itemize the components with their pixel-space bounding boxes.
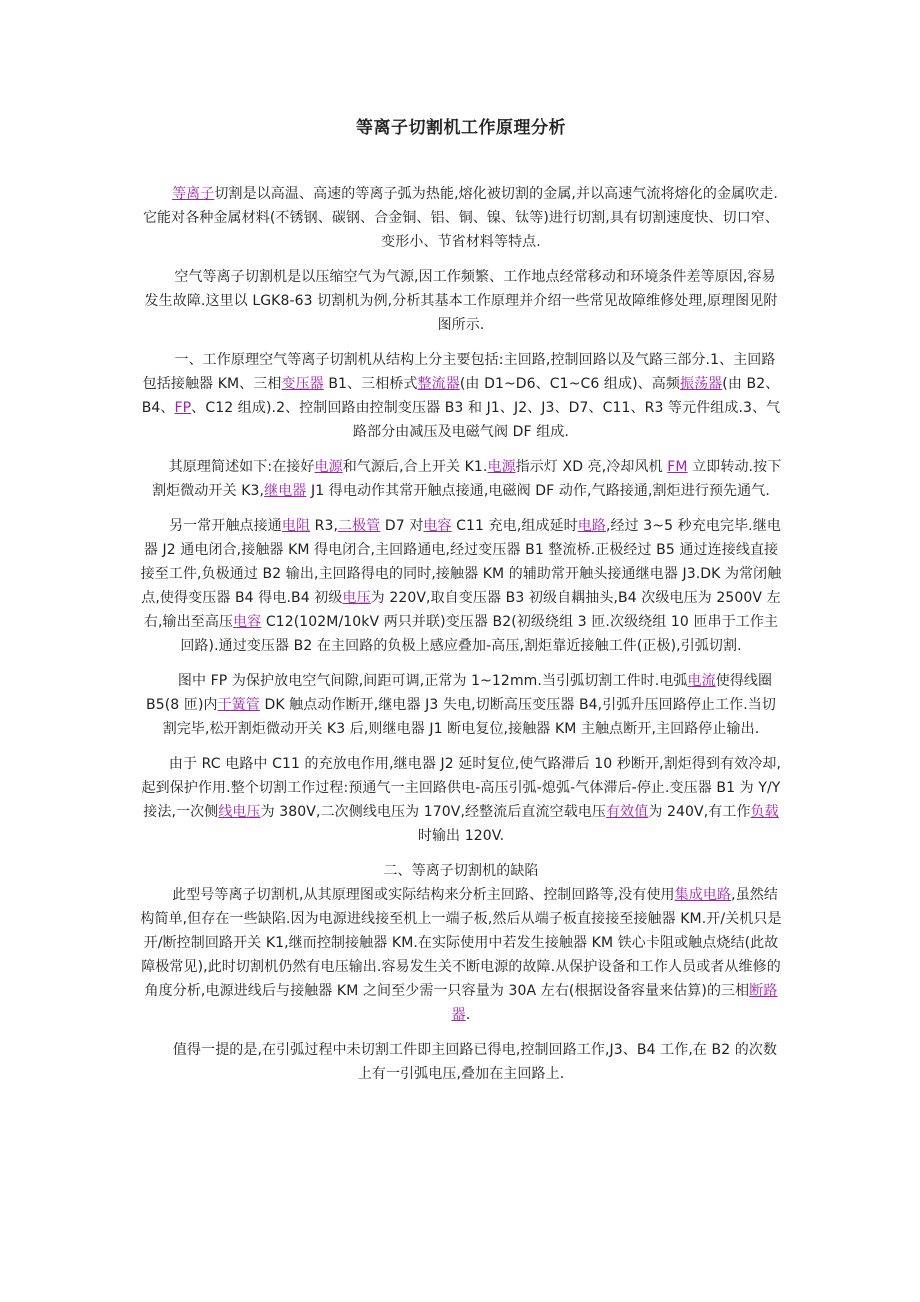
text-segment: ,经过 3~5 秒充电完毕.继电器 J2 通电闭合,接触器 KM 得电闭合,主回路通电,经过变压器 B1 整流桥.正极经过 B5 通过连接线直接接至工件,负极通过 B2 输出,主回路得电的同时,接触器 KM 的辅助常开触头接通继电器 J3.DK 为常闭触点,使得变压器 B4 得电.B4 初级 [140, 518, 782, 606]
paragraph [140, 455, 782, 503]
paragraph [140, 514, 782, 658]
keyword-link[interactable]: 振荡器 [679, 376, 723, 392]
text-segment: C11 充电,组成延时 [451, 518, 578, 534]
text-segment: 由于 RC 电路中 C11 的充放电作用,继电器 J2 延时复位,使气路滞后 10 秒断开,割炬得到有效冷却,起到保护作用.整个切割工作过程:预通气一主回路供电-高压引弧-熄弧-气体滞后-停止.变压器 B1 为 Y/Y 接法,一次侧 [141, 756, 782, 820]
keyword-link[interactable]: 断路器 [451, 983, 778, 1023]
text-segment: . [465, 1007, 471, 1023]
keyword-link[interactable]: 等离子 [172, 186, 215, 202]
keyword-link[interactable]: 整流器 [417, 376, 460, 392]
text-segment: 值得一提的是,在引弧过程中未切割工件即主回路已得电,控制回路工作,J3、B4 工作,在 B2 的次数上有一引弧电压,叠加在主回路上. [172, 1042, 778, 1082]
keyword-link[interactable]: 继电器 [264, 483, 307, 499]
keyword-link[interactable]: 电容 [423, 518, 452, 534]
document-body [140, 182, 782, 1097]
text-segment: C12(102M/10kV 两只并联)变压器 B2(初级绕组 3 匝.次级绕组 10 匝串于工作主回路).通过变压器 B2 在主回路的负极上感应叠加-高压,割炬靠近接触工件(正极),引弧切割. [180, 614, 779, 654]
keyword-link[interactable]: 负载 [750, 804, 779, 820]
text-segment: 为 380V,二次侧线电压为 170V,经整流后直流空载电压 [260, 804, 607, 820]
text-segment: (由 D1~D6、C1~C6 组成)、高频 [459, 376, 680, 392]
keyword-link[interactable]: 二极管 [338, 518, 381, 534]
text-segment: 使得线圈 B5(8 匝)内 [146, 673, 773, 713]
text-segment: D7 对 [380, 518, 424, 534]
keyword-link[interactable]: 集成电路 [674, 887, 732, 903]
text-segment: 为 220V,取自变压器 B3 初级自耦抽头,B4 次级电压为 2500V 左右,输出至高压 [143, 590, 781, 630]
text-segment: R3, [310, 518, 339, 534]
keyword-link[interactable]: FM [667, 459, 688, 475]
text-segment: 二、等离子切割机的缺陷 [383, 863, 539, 879]
text-segment: 空气等离子切割机是以压缩空气为气源,因工作频繁、工作地点经常移动和环境条件差等原因,容易发生故障.这里以 LGK8-63 切割机为例,分析其基本工作原理并介绍一些常见故障维修处理,原理图见附图所示. [144, 269, 778, 333]
paragraph [140, 859, 782, 883]
text-segment: ,虽然结构简单,但存在一些缺陷.因为电源进线接至机上一端子板,然后从端子板直接接至接触器 KM.开/关机只是开/断控制回路开关 K1,继而控制接触器 KM.在实际使用中若发生接触器 KM 铁心卡阻或触点烧结(此故障极常见),此时切割机仍然有电压输出.容易发生关不断电源的故障.从保护设备和工作人员或者从维修的角度分析,电源进线后与接触器 KM 之间至少需一只容量为 30A 左右(根据设备容量来估算)的三相 [140, 887, 782, 999]
keyword-link[interactable]: 电容 [233, 614, 262, 630]
paragraph [140, 1038, 782, 1086]
text-segment: 时输出 120V. [417, 828, 505, 844]
keyword-link[interactable]: 电流 [687, 673, 716, 689]
text-segment: 另一常开触点接通 [169, 518, 282, 534]
text-segment: 和气源后,合上开关 K1. [342, 459, 488, 475]
keyword-link[interactable]: 电源 [314, 459, 343, 475]
text-segment: B1、三相桥式 [323, 376, 418, 392]
text-segment: 图中 FP 为保护放电空气间隙,间距可调,正常为 1~12mm.当引弧切割工件时.电弧 [177, 673, 688, 689]
keyword-link[interactable]: 变压器 [281, 376, 324, 392]
paragraph [140, 669, 782, 741]
keyword-link[interactable]: 干簧管 [217, 697, 260, 713]
paragraph [140, 265, 782, 337]
text-segment: J1 得电动作其常开触点接通,电磁阀 DF 动作,气路接通,割炬进行预先通气. [306, 483, 770, 499]
text-segment: 其原理简述如下:在接好 [168, 459, 315, 475]
document-title: 等离子切割机工作原理分析 [356, 118, 566, 138]
keyword-link[interactable]: 电源 [487, 459, 516, 475]
keyword-link[interactable]: 电路 [577, 518, 606, 534]
keyword-link[interactable]: 线电压 [218, 804, 261, 820]
text-segment: 一、工作原理空气等离子切割机从结构上分主要包括:主回路,控制回路以及气路三部分.1、主回路包括接触器 KM、三相 [142, 352, 776, 392]
keyword-link[interactable]: 有效值 [606, 804, 649, 820]
paragraph [140, 348, 782, 444]
text-segment: 切割是以高温、高速的等离子弧为热能,熔化被切割的金属,并以高速气流将熔化的金属吹走.它能对各种金属材料(不锈钢、碳钢、合金铜、铝、铜、镍、钛等)进行切割,具有切割速度快、切口窄、变形小、节省材料等特点. [142, 186, 780, 250]
text-segment: 为 240V,有工作 [648, 804, 751, 820]
keyword-link[interactable]: 电压 [342, 590, 371, 606]
text-segment: 、C12 组成).2、控制回路由控制变压器 B3 和 J1、J2、J3、D7、C11、R3 等元件组成.3、气路部分由减压及电磁气阀 DF 组成. [191, 400, 781, 440]
paragraph [140, 182, 782, 254]
text-segment: 立即转动.按下割炬微动开关 K3, [152, 459, 782, 499]
paragraph [140, 752, 782, 848]
paragraph [140, 883, 782, 1027]
text-segment: DK 触点动作断开,继电器 J3 失电,切断高压变压器 B4,引弧升压回路停止工作.当切割完毕,松开割炬微动开关 K3 后,则继电器 J1 断电复位,接触器 KM 主触点断开,主回路停止输出. [162, 697, 776, 737]
keyword-link[interactable]: FP [174, 400, 192, 416]
keyword-link[interactable]: 电阻 [281, 518, 311, 534]
text-segment: (由 B2、B4、 [141, 376, 780, 416]
text-segment: 指示灯 XD 亮,冷却风机 [515, 459, 668, 475]
text-segment: 此型号等离子切割机,从其原理图或实际结构来分析主回路、控制回路等,没有使用 [172, 887, 675, 903]
